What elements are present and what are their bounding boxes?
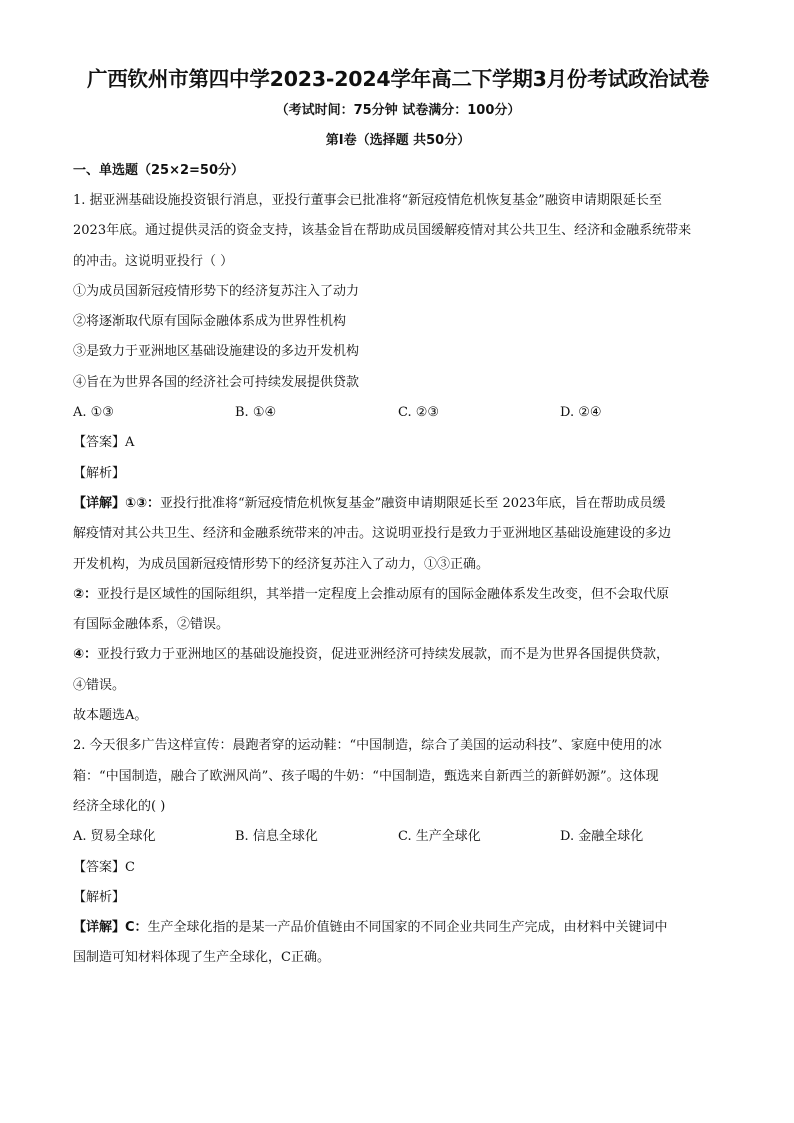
question-2 — [73, 731, 723, 973]
answer-label: 【答案】C — [73, 859, 135, 875]
detail-line: 国制造可知材料体现了生产全球化，C正确。 — [73, 950, 330, 966]
point-2-prefix: ②： — [73, 586, 98, 602]
section-heading: 一、单选题（25×2=50分） — [73, 163, 245, 178]
point-2-line — [73, 580, 723, 610]
option-a[interactable]: A. 贸易全球化 — [73, 829, 156, 845]
detail-line: 开发机构，为成员国新冠疫情形势下的经济复苏注入了动力，①③正确。 — [73, 556, 490, 572]
detail-text: 生产全球化指的是某一产品价值链由不同国家的不同企业共同生产完成，由材料中关键词中 — [147, 920, 668, 936]
statement-2: ②将逐渐取代原有国际金融体系成为世界性机构 — [73, 314, 347, 330]
question-2-stem-line: 箱：“中国制造，融合了欧洲风尚”、孩子喝的牛奶：“中国制造，甄选来自新西兰的新鲜奶源”。这体现 — [73, 768, 659, 784]
option-b[interactable]: B. ①④ — [235, 405, 277, 421]
exam-page — [73, 62, 723, 974]
question-2-stem-line: 经济全球化的( ) — [73, 798, 166, 814]
detail-text: 亚投行批准将“新冠疫情危机恢复基金”融资申请期限延长至 2023年底，旨在帮助成员缓 — [160, 495, 666, 511]
detail-line: 解疫情对其公共卫生、经济和金融系统带来的冲击。这说明亚投行是致力于亚洲地区基础设施建设的多边 — [73, 526, 672, 542]
statement-1: ①为成员国新冠疫情形势下的经济复苏注入了动力 — [73, 283, 360, 299]
answer-label: 【答案】A — [73, 435, 135, 451]
question-1-options — [73, 398, 723, 428]
option-c[interactable]: C. 生产全球化 — [398, 829, 481, 845]
volume-heading: 第I卷（选择题 共50分） — [325, 133, 471, 148]
exam-subtitle: （考试时间：75分钟 试卷满分：100分） — [275, 103, 521, 118]
option-a[interactable]: A. ①③ — [73, 405, 114, 421]
point-4-prefix: ④： — [73, 647, 98, 663]
question-2-options — [73, 822, 723, 852]
statement-3: ③是致力于亚洲地区基础设施建设的多边开发机构 — [73, 344, 360, 360]
statement-4: ④旨在为世界各国的经济社会可持续发展提供贷款 — [73, 374, 360, 390]
point-4-text: 亚投行致力于亚洲地区的基础设施投资，促进亚洲经济可持续发展款，而不是为世界各国提供贷款， — [97, 647, 670, 663]
detail-prefix: 【详解】C： — [73, 920, 148, 936]
question-2-stem-line: 2. 今天很多广告这样宣传：晨跑者穿的运动鞋：“中国制造，综合了美国的运动科技”、家庭中使用的冰 — [73, 738, 662, 754]
analysis-label: 【解析】 — [73, 465, 126, 481]
question-1-stem-line: 的冲击。这说明亚投行（ ） — [73, 253, 234, 269]
option-b[interactable]: B. 信息全球化 — [235, 829, 318, 845]
exam-title: 广西钦州市第四中学2023-2024学年高二下学期3月份考试政治试卷 — [86, 67, 710, 91]
conclusion: 故本题选A。 — [73, 708, 148, 724]
option-c[interactable]: C. ②③ — [398, 405, 440, 421]
point-2-line: 有国际金融体系，②错误。 — [73, 617, 230, 633]
detail-line — [73, 913, 723, 943]
option-d[interactable]: D. 金融全球化 — [560, 829, 644, 845]
point-4-line: ④错误。 — [73, 677, 126, 693]
option-d[interactable]: D. ②④ — [560, 405, 602, 421]
question-1-stem-line: 2023年底。通过提供灵活的资金支持，该基金旨在帮助成员国缓解疫情对其公共卫生、经济和金融系统带来 — [73, 223, 692, 239]
point-2-text: 亚投行是区域性的国际组织，其举措一定程度上会推动原有的国际金融体系发生改变，但不会取代原 — [97, 586, 670, 602]
point-4-line — [73, 640, 723, 670]
detail-line — [73, 489, 723, 519]
question-1-stem-line: 1. 据亚洲基础设施投资银行消息，亚投行董事会已批准将“新冠疫情危机恢复基金”融资申请期限延长至 — [73, 193, 662, 208]
question-1 — [73, 186, 723, 731]
detail-prefix: 【详解】①③： — [73, 495, 161, 511]
analysis-label: 【解析】 — [73, 889, 126, 905]
